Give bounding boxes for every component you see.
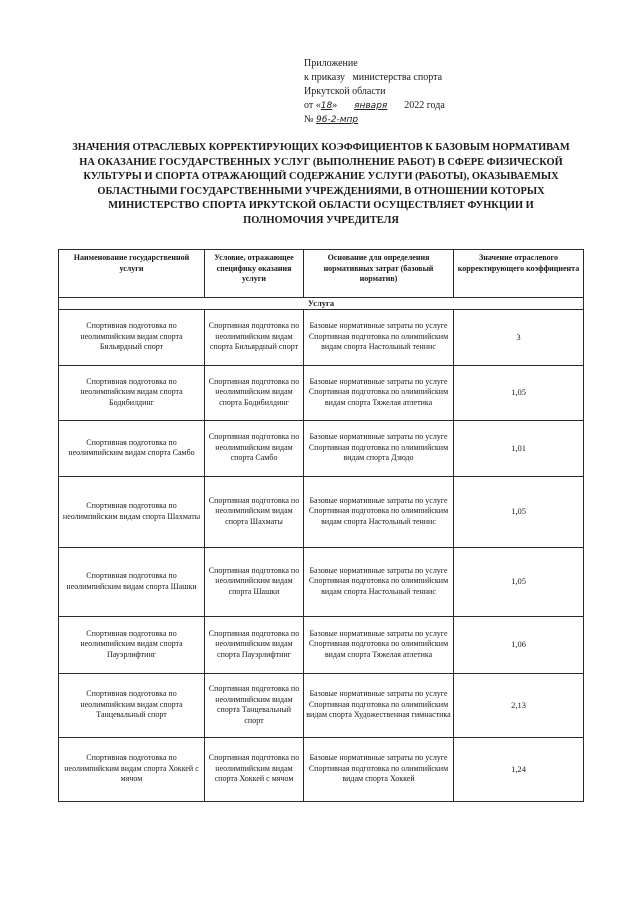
cell-service: Спортивная подготовка по неолимпийским видам спорта Шахматы [59,476,205,547]
cell-coefficient: 2,13 [454,673,584,737]
order-reference-block [304,57,504,127]
date-year: 2022 года [404,100,445,111]
table-row [59,476,584,547]
cell-condition: Спортивная подготовка по неолимпийским видам спорта Самбо [205,420,304,476]
cell-basis: Базовые нормативные затраты по услуге Спортивная подготовка по олимпийским видам спорта Дзюдо [304,420,454,476]
cell-condition: Спортивная подготовка по неолимпийским видам спорта Пауэрлифтинг [205,616,304,673]
cell-coefficient: 1,05 [454,547,584,616]
header-condition: Условие, отражающее специфику оказания услуги [205,250,304,298]
table-row [59,547,584,616]
cell-service: Спортивная подготовка по неолимпийским видам спорта Танцевальный спорт [59,673,205,737]
cell-coefficient: 1,05 [454,365,584,420]
table-row [59,616,584,673]
date-line [304,99,504,113]
appendix-label: Приложение [304,58,358,69]
cell-basis: Базовые нормативные затраты по услуге Спортивная подготовка по олимпийским видам спорта Хоккей [304,737,454,801]
cell-basis: Базовые нормативные затраты по услуге Спортивная подготовка по олимпийским видам спорта Настольный теннис [304,309,454,365]
ministry-name: министерства спорта [352,72,443,83]
table-row [59,365,584,420]
table-row [59,309,584,365]
region-name: Иркутской области [304,86,386,97]
table-row [59,737,584,801]
cell-condition: Спортивная подготовка по неолимпийским видам спорта Шахматы [205,476,304,547]
order-line [304,71,504,85]
date-month: января [354,101,388,111]
cell-coefficient: 1,24 [454,737,584,801]
date-prefix: от « [304,100,321,111]
header-coefficient: Значение отраслевого корректирующего коэффициента [454,250,584,298]
cell-condition: Спортивная подготовка по неолимпийским видам спорта Бильярдный спорт [205,309,304,365]
document-title: ЗНАЧЕНИЯ ОТРАСЛЕВЫХ КОРРЕКТИРУЮЩИХ КОЭФФИЦИЕНТОВ К БАЗОВЫМ НОРМАТИВАМ НА ОКАЗАНИЕ ГОСУДАРСТВЕННЫХ УСЛУГ (ВЫПОЛНЕНИЕ РАБОТ) В СФЕРЕ ФИЗИЧЕСКОЙ КУЛЬТУРЫ И СПОРТА ОТРАЖАЮЩИЙ СОДЕРЖАНИЕ УСЛУГИ (РАБОТЫ), ОКАЗЫВАЕМЫХ ОБЛАСТНЫМИ ГОСУДАРСТВЕННЫМИ УЧРЕЖДЕНИЯМИ, В ОТНОШЕНИИ КОТОРЫХ МИНИСТЕРСТВО СПОРТА ИРКУТСКОЙ ОБЛАСТИ ОСУЩЕСТВЛЯЕТ ФУНКЦИИ И ПОЛНОМОЧИЯ УЧРЕДИТЕЛЯ [72,142,570,226]
header-service-name: Наименование государственной услуги [59,250,205,298]
cell-service: Спортивная подготовка по неолимпийским видам спорта Пауэрлифтинг [59,616,205,673]
date-day: 18 [320,101,333,111]
cell-condition: Спортивная подготовка по неолимпийским видам спорта Хоккей с мячом [205,737,304,801]
header-basis: Основание для определения нормативных затрат (базовый норматив) [304,250,454,298]
cell-basis: Базовые нормативные затраты по услуге Спортивная подготовка по олимпийским видам спорта Художественная гимнастика [304,673,454,737]
cell-coefficient: 1,01 [454,420,584,476]
table-row [59,420,584,476]
cell-service: Спортивная подготовка по неолимпийским видам спорта Хоккей с мячом [59,737,205,801]
cell-basis: Базовые нормативные затраты по услуге Спортивная подготовка по олимпийским видам спорта Настольный теннис [304,476,454,547]
cell-coefficient: 1,06 [454,616,584,673]
cell-coefficient: 1,05 [454,476,584,547]
order-number: 96-2-мпр [316,115,359,125]
cell-condition: Спортивная подготовка по неолимпийским видам спорта Шашки [205,547,304,616]
cell-service: Спортивная подготовка по неолимпийским видам спорта Шашки [59,547,205,616]
table-row [59,673,584,737]
cell-condition: Спортивная подготовка по неолимпийским видам спорта Танцевальный спорт [205,673,304,737]
date-mid: » [332,100,338,111]
cell-condition: Спортивная подготовка по неолимпийским видам спорта Бодибилдинг [205,365,304,420]
number-prefix: № [304,114,314,125]
order-prefix: к приказу [304,72,345,83]
cell-basis: Базовые нормативные затраты по услуге Спортивная подготовка по олимпийским видам спорта Тяжелая атлетика [304,365,454,420]
number-line [304,113,504,127]
cell-service: Спортивная подготовка по неолимпийским видам спорта Самбо [59,420,205,476]
section-label: Услуга [59,298,584,310]
cell-coefficient: 3 [454,309,584,365]
cell-service: Спортивная подготовка по неолимпийским видам спорта Бодибилдинг [59,365,205,420]
cell-service: Спортивная подготовка по неолимпийским видам спорта Бильярдный спорт [59,309,205,365]
cell-basis: Базовые нормативные затраты по услуге Спортивная подготовка по олимпийским видам спорта Тяжелая атлетика [304,616,454,673]
cell-basis: Базовые нормативные затраты по услуге Спортивная подготовка по олимпийским видам спорта Настольный теннис [304,547,454,616]
section-row [59,298,584,310]
coefficients-table [58,249,584,802]
table-header-row [59,250,584,298]
